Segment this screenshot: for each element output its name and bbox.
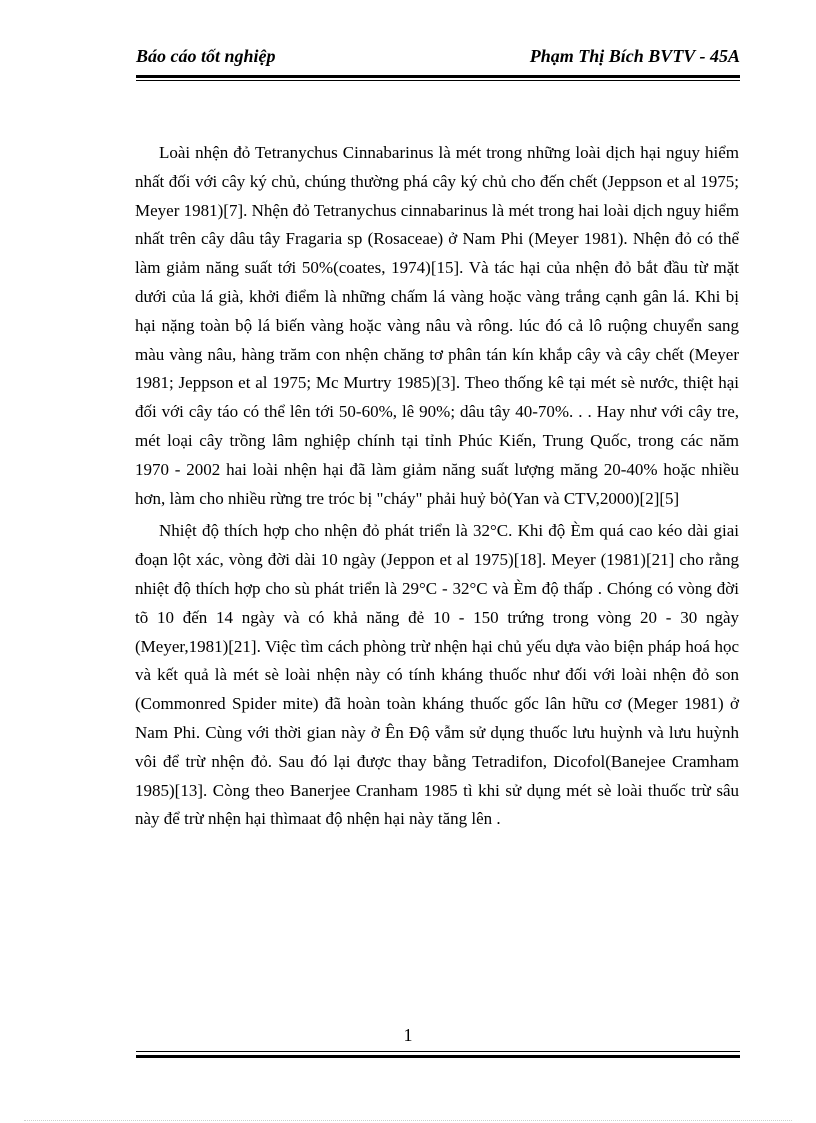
body-text (135, 139, 739, 834)
header-author: Phạm Thị Bích BVTV - 45A (529, 46, 740, 66)
header-rule-thin (136, 80, 740, 81)
footer-rule-thin (136, 1051, 740, 1052)
paragraph: Nhiệt độ thích hợp cho nhện đỏ phát triển là 32°C. Khi độ Èm quá cao kéo dài giai đoạn lột xác, vòng đời dài 10 ngày (Jeppon et al 1975)[18]. Meyer (1981)[21] cho rằng nhiệt độ thích hợp cho sù phát triển là 29°C - 32°C và Èm độ thấp . Chóng có vòng đời tõ 10 đến 14 ngày và có khả năng đẻ 10 - 150 trứng trong vòng 20 - 30 ngày (Meyer,1981)[21]. Việc tìm cách phòng trừ nhện hại chủ yếu dựa vào biện pháp hoá học và kết quả là mét sè loài nhện này có tính kháng thuốc như đối với loài nhện đỏ son (Commonred Spider mite) đã hoàn toàn kháng thuốc gốc lân hữu cơ (Meger 1981) ở Nam Phi. Cùng với thời gian này ở Ên Độ vẫm sử dụng thuốc lưu huỳnh và lưu huỳnh vôi để trừ nhện đỏ. Sau đó lại được thay bằng Tetradifon, Dicofol(Banejee Cramham 1985)[13]. Còng theo Banerjee Cranham 1985 tì khi sử dụng mét sè loài thuốc trừ sâu này để trừ nhện hại thìmaat độ nhện hại này tăng lên . (135, 521, 739, 829)
header-rule-thick (136, 75, 740, 78)
page-number: 1 (403, 1025, 413, 1045)
footer-rule-thick (136, 1055, 740, 1058)
paragraph: Loài nhện đỏ Tetranychus Cinnabarinus là mét trong những loài dịch hại nguy hiểm nhất đối với cây ký chủ, chúng thường phá cây ký chủ cho đến chết (Jeppson et al 1975; Meyer 1981)[7]. Nhện đỏ Tetranychus cinnabarinus là mét trong hai loài dịch nguy hiểm nhất trên cây dâu tây Fragaria sp (Rosaceae) ở Nam Phi (Meyer 1981). Nhện đỏ có thể làm giảm năng suất tới 50%(coates, 1974)[15]. Và tác hại của nhện đỏ bắt đầu từ mặt dưới của lá già, khởi điểm là những chấm lá vàng hoặc vàng trắng cạnh gân lá. Khi bị hại nặng toàn bộ lá biến vàng hoặc vàng nâu và rông. lúc đó cả lô ruộng chuyển sang màu vàng nâu, hàng trăm con nhện chăng tơ phân tán kín khắp cây và cây chết (Meyer 1981; Jeppson et al 1975; Mc Murtry 1985)[3]. Theo thống kê tại mét sè nước, thiệt hại đối với cây táo có thể lên tới 50-60%, lê 90%; dâu tây 40-70%. . . Hay như với cây tre, mét loại cây trồng lâm nghiệp chính tại tỉnh Phúc Kiến, Trung Quốc, trong các năm 1970 - 2002 hai loài nhện hại đã làm giảm năng suất lượng măng 20-40% hoặc nhiều hơn, làm cho nhiều rừng tre tróc bị "cháy" phải huỷ bỏ(Yan và CTV,2000)[2][5] (135, 143, 739, 508)
page-edge-divider (24, 1120, 792, 1121)
page-header (136, 46, 740, 72)
header-report-title: Báo cáo tốt nghiệp (136, 46, 276, 66)
